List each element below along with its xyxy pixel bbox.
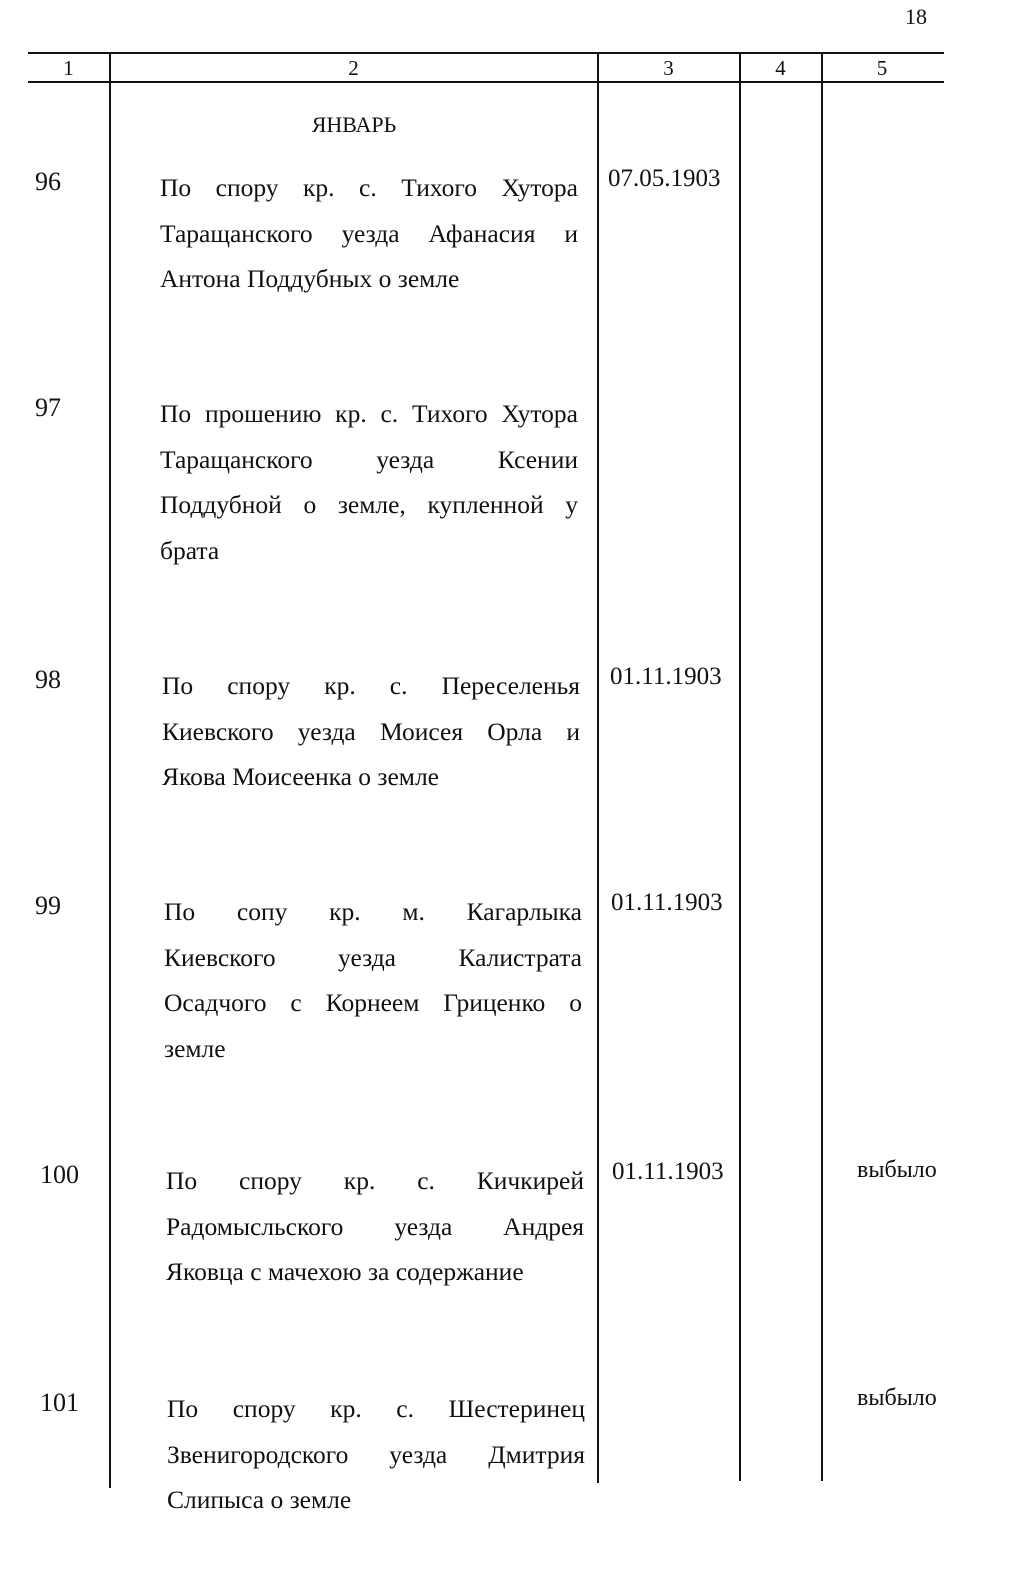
row-number: 101 — [40, 1388, 79, 1417]
month-heading: ЯНВАРЬ — [311, 112, 397, 137]
description-line: Радомысльского уезда Андрея — [166, 1211, 584, 1241]
column-divider — [597, 53, 599, 1483]
description-line: Таращанского уезда Афанасия и — [160, 218, 578, 248]
row-number: 98 — [35, 665, 61, 694]
column-header: 4 — [775, 56, 786, 80]
description-line: Киевского уезда Калистрата — [164, 942, 582, 972]
column-divider — [739, 53, 741, 1481]
description-line: По прошению кр. с. Тихого Хутора — [160, 399, 578, 428]
page-number: 18 — [905, 4, 927, 29]
row-date: 01.11.1903 — [611, 889, 723, 916]
row-description — [160, 165, 578, 302]
description-line: По спору кр. с. Шестеринец — [167, 1394, 585, 1423]
row-number: 96 — [35, 167, 61, 196]
column-header: 3 — [663, 56, 674, 80]
row-description — [167, 1386, 585, 1523]
row-number: 99 — [35, 891, 61, 920]
description-line: Якова Моисеенка о земле — [162, 762, 439, 791]
description-line: По спору кр. с. Кичкирей — [166, 1166, 584, 1195]
description-line: Осадчого с Корнеем Гриценко о — [164, 988, 582, 1017]
row-date: 07.05.1903 — [608, 165, 721, 192]
column-divider — [821, 53, 823, 1481]
row-note: выбыло — [857, 1385, 937, 1411]
description-line: Звенигородского уезда Дмитрия — [167, 1439, 585, 1469]
row-note: выбыло — [857, 1157, 937, 1183]
row-number: 97 — [35, 393, 61, 422]
row-description — [160, 391, 578, 573]
column-header: 1 — [63, 56, 74, 80]
column-divider — [109, 53, 111, 1488]
row-number: 100 — [40, 1160, 79, 1189]
row-date: 01.11.1903 — [612, 1158, 724, 1185]
description-line: По спору кр. с. Тихого Хутора — [160, 173, 578, 202]
row-description — [166, 1158, 584, 1295]
description-line: Яковца с мачехою за содержание — [166, 1257, 524, 1286]
description-line: брата — [160, 535, 220, 565]
description-line: По сопу кр. м. Кагарлыка — [164, 897, 582, 926]
description-line: Таращанского уезда Ксении — [160, 444, 578, 474]
column-header: 5 — [876, 56, 888, 80]
description-line: земле — [164, 1033, 226, 1063]
description-line: Антона Поддубных о земле — [160, 264, 460, 293]
column-header: 2 — [348, 56, 359, 80]
description-line: Слипыса о земле — [167, 1485, 352, 1514]
description-line: Киевского уезда Моисея Орла и — [162, 716, 580, 746]
row-date: 01.11.1903 — [610, 663, 722, 690]
row-description — [164, 889, 582, 1071]
table-top-rule — [28, 52, 944, 54]
header-bottom-rule — [28, 81, 944, 83]
description-line: По спору кр. с. Переселенья — [162, 671, 580, 700]
row-description — [162, 663, 580, 800]
description-line: Поддубной о земле, купленной у — [160, 490, 578, 519]
